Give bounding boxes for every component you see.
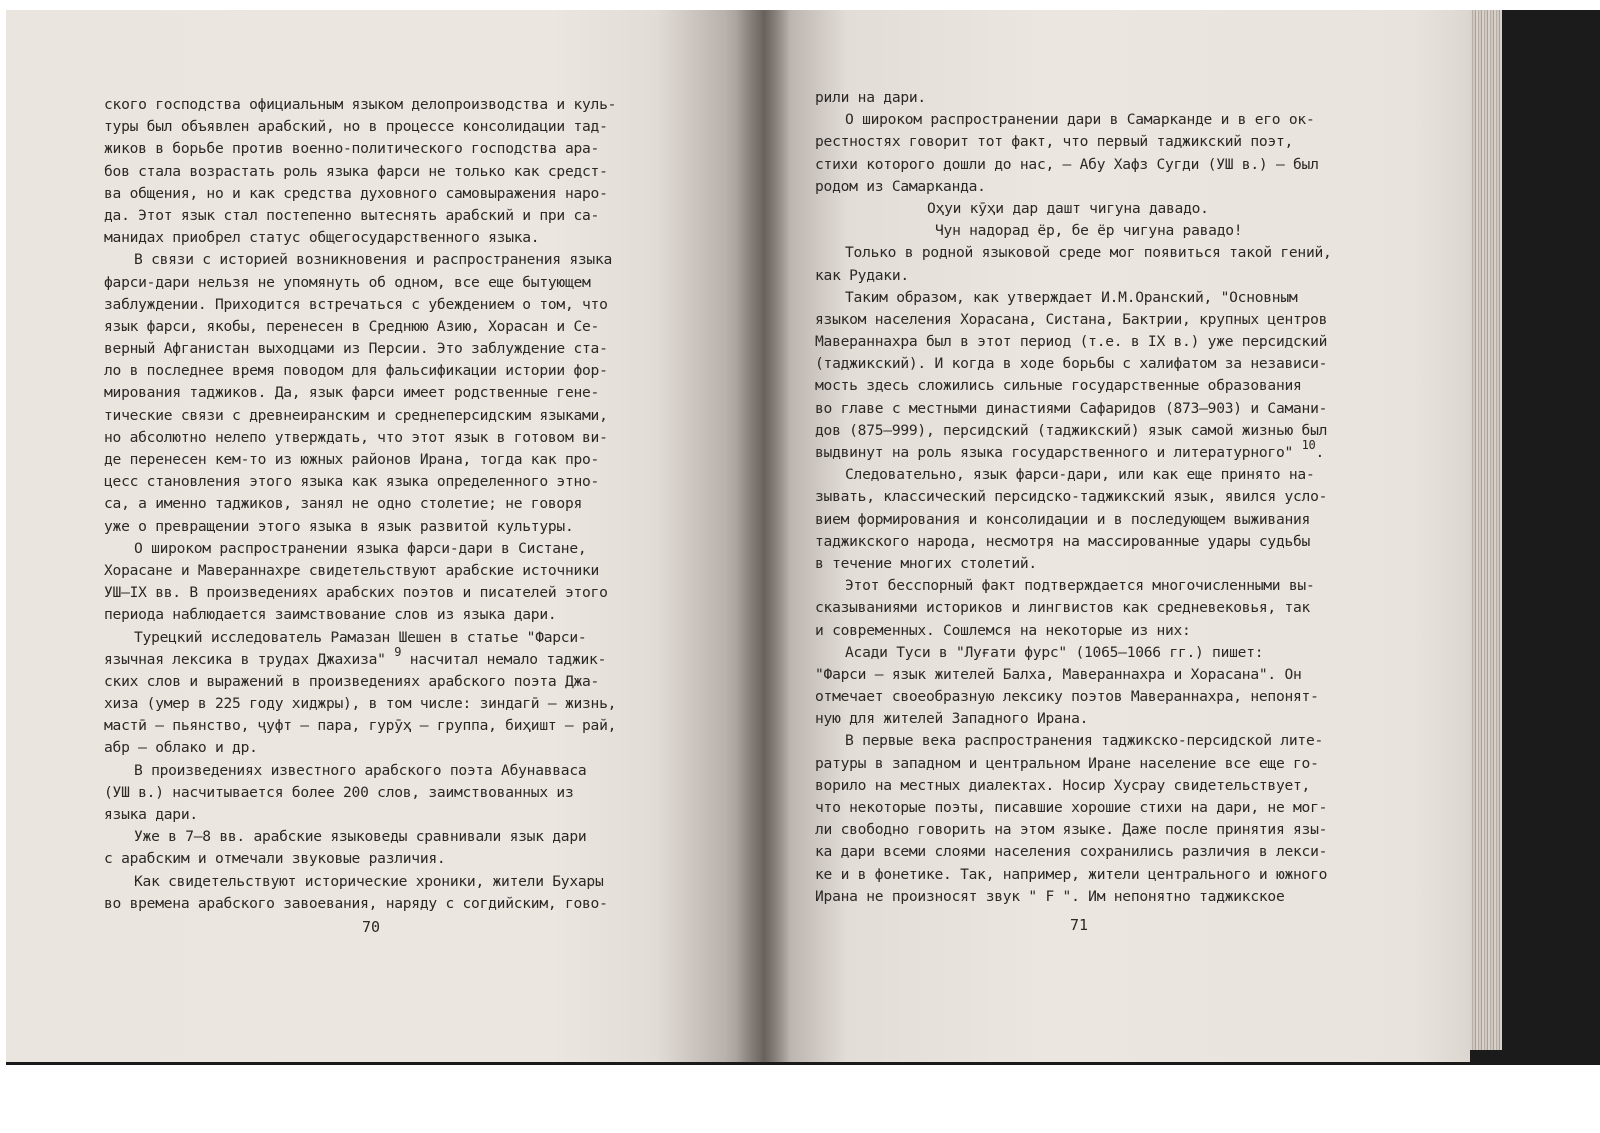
text-line: вием формирования и консолидации и в последующем выживания [815,510,1311,528]
text-line: Ирана не произносят звук " F ". Им непонятно таджикское [815,887,1285,905]
right-page [763,10,1470,1062]
text-line: Только в родной языковой среде мог появиться такой гений, [845,244,1332,262]
text-line: языка дари. [104,806,198,823]
text-line: туры был объявлен арабский, но в процессе консолидации тад- [104,118,608,136]
text-line: (УШ в.) насчитывается более 200 слов, заимствованных из [104,783,574,801]
page-number: 70 [362,918,381,936]
text-line: Уже в 7–8 вв. арабские языковеды сравнивали язык дари [134,828,587,846]
text-line: периода наблюдается заимствование слов из языка дари. [104,606,557,624]
text-line: Асади Туси в "Луғати фурс" (1065–1066 гг.) пишет: [845,643,1264,661]
text-line: рили на дари. [815,89,926,106]
text-line: цесс становления этого языка как языка определенного этно- [104,473,600,491]
text-line: жиков в борьбе против военно-политического господства ара- [104,140,600,158]
text-line: Мавераннахра был в этот период (т.е. в IX в.) уже персидский [815,333,1328,351]
text-line: В первые века распространения таджикско-персидской лите- [845,732,1324,750]
text-line: де перенесен кем-то из южных районов Ирана, тогда как про- [104,451,600,468]
text-line: во главе с местными династиями Сафаридов (873–903) и Самани- [815,399,1328,417]
text-line: ли свободно говорить на этом языке. Даже после принятия язы- [815,821,1328,839]
text-line: ка дари всеми слоями населения сохранились различия в лекси- [815,843,1328,861]
text-line [104,644,652,671]
text-line: зывать, классический персидско-таджикский язык, явился усло- [815,488,1328,506]
text-line: дов (875–999), персидский (таджикский) язык самой жизнью был [815,421,1328,439]
footnote-marker: 10 [1301,438,1316,452]
text-line: (таджикский). И когда в ходе борьбы с халифатом за независи- [815,355,1328,373]
text-line: ратуры в западном и центральном Иране население все еще го- [815,754,1319,772]
text-line: языком населения Хорасана, Систана, Бактрии, крупных центров [815,310,1328,328]
text-line: УШ–IX вв. В произведениях арабских поэтов и писателей этого [104,584,608,602]
text-line: бов стала возрастать роль языка фарси не только как средст- [104,162,608,180]
text-line: мость здесь сложились сильные государственные образования [815,377,1302,395]
text-line: и современных. Сошлемся на некоторые из них: [815,621,1191,639]
text-line: хиза (умер в 225 году хиджры), в том числе: зиндагӣ – жизнь, [104,695,617,713]
text-line: В связи с историей возникновения и распространения языка [134,251,613,269]
text-line: О широком распространении дари в Самарканде и в его ок- [845,111,1315,129]
poem-line: Чун надорад ёр, бе ёр чигуна равадо! [935,222,1243,240]
text-line-head: язычная лексика в трудах Джахиза" [104,650,386,668]
book-spread [6,10,1600,1065]
poem-line: Оҳуи кӯҳи дар дашт чигуна давадо. [927,199,1209,217]
text-line: ную для жителей Западного Ирана. [815,710,1089,728]
text-line: выдвинут на роль языка государственного и литературного" $^{10}$. [815,438,1325,461]
text-line: заблуждении. Приходится встречаться с убеждением о том, что [104,295,608,313]
text-line: верный Афганистан выходцами из Персии. Это заблуждение ста- [104,340,608,358]
text-line: отмечает своеобразную лексику поэтов Мавераннахра, непонят- [815,688,1319,706]
text-line: с арабским и отмечали звуковые различия. [104,850,446,868]
text-line: Турецкий исследователь Рамазан Шешен в статье "Фарси- [134,628,587,646]
text-line: тические связи с древнеиранским и среднеперсидским языками, [104,406,608,424]
page-edges [1470,10,1502,1050]
text-line-tail: насчитал немало таджик- [409,650,607,668]
text-line: са, а именно таджиков, занял не одно столетие; не говоря [104,495,583,513]
text-line: таджикского народа, несмотря на массированные удары судьбы [815,532,1311,550]
text-line: фарси-дари нельзя не упомянуть об одном, все еще бытующем [104,273,591,291]
text-line: ских слов и выражений в произведениях арабского поэта Джа- [104,672,600,690]
text-line: Хорасане и Мавераннахре свидетельствуют арабские источники [104,561,600,579]
text-line: абр – облако и др. [104,739,258,757]
text-line: родом из Самарканда. [815,177,986,195]
text-line: стихи которого дошли до нас, – Абу Хафз Сугди (УШ в.) – был [815,155,1319,173]
text-line-head: выдвинут на роль языка государственного и литературного" [815,444,1294,461]
text-line: Таким образом, как утверждает И.М.Оранский, "Основным [845,288,1298,306]
text-line: ва общения, но и как средства духовного самовыражения наро- [104,184,608,202]
text-line: ке и в фонетике. Так, например, жители центрального и южного [815,865,1328,883]
book-spine-shadow [736,10,790,1062]
text-line: что некоторые поэты, писавшие хорошие стихи на дари, не мог- [815,799,1328,816]
text-line: как Рудаки. [815,266,909,284]
page-number: 71 [1070,916,1089,934]
text-line: Этот бесспорный факт подтверждается многочисленными вы- [845,577,1315,595]
text-line: рестностях говорит тот факт, что первый таджикский поэт, [815,133,1294,151]
text-line: Как свидетельствуют исторические хроники, жители Бухары [134,872,604,890]
text-line: ского господства официальным языком делопроизводства и куль- [104,96,617,113]
text-line: мастӣ – пьянство, ҷуфт – пара, гурӯҳ – группа, биҳишт – рай, [104,717,617,735]
text-line: но абсолютно нелепо утверждать, что этот язык в готовом ви- [104,428,608,446]
text-line: О широком распространении языка фарси-дари в Систане, [134,539,587,557]
text-line: во времена арабского завоевания, наряду с согдийским, гово- [104,894,608,912]
text-line: Следовательно, язык фарси-дари, или как еще принято на- [845,466,1315,484]
text-line: "Фарси – язык жителей Балха, Мавераннахра и Хорасана". Он [815,665,1302,683]
left-page-text [104,94,652,915]
text-line: В произведениях известного арабского поэта Абунавваса [134,761,587,779]
text-line: мирования таджиков. Да, язык фарси имеет родственные гене- [104,384,600,402]
text-line: да. Этот язык стал постепенно вытеснять арабский и при са- [104,206,600,224]
right-page-text [815,87,1363,908]
text-line: уже о превращении этого языка в язык развитой культуры. [104,517,574,535]
text-line: язык фарси, якобы, перенесен в Среднюю Азию, Хорасан и Се- [104,317,600,335]
text-line: ло в последнее время поводом для фальсификации истории фор- [104,362,608,380]
text-line: сказываниями историков и лингвистов как средневековья, так [815,599,1311,617]
footnote-marker: 9 [394,644,402,659]
text-line: ворило на местных диалектах. Носир Хусрау свидетельствует, [815,776,1311,794]
text-line: в течение многих столетий. [815,554,1037,572]
text-line: манидах приобрел статус общегосударственного языка. [104,229,540,247]
left-page [6,10,763,1062]
